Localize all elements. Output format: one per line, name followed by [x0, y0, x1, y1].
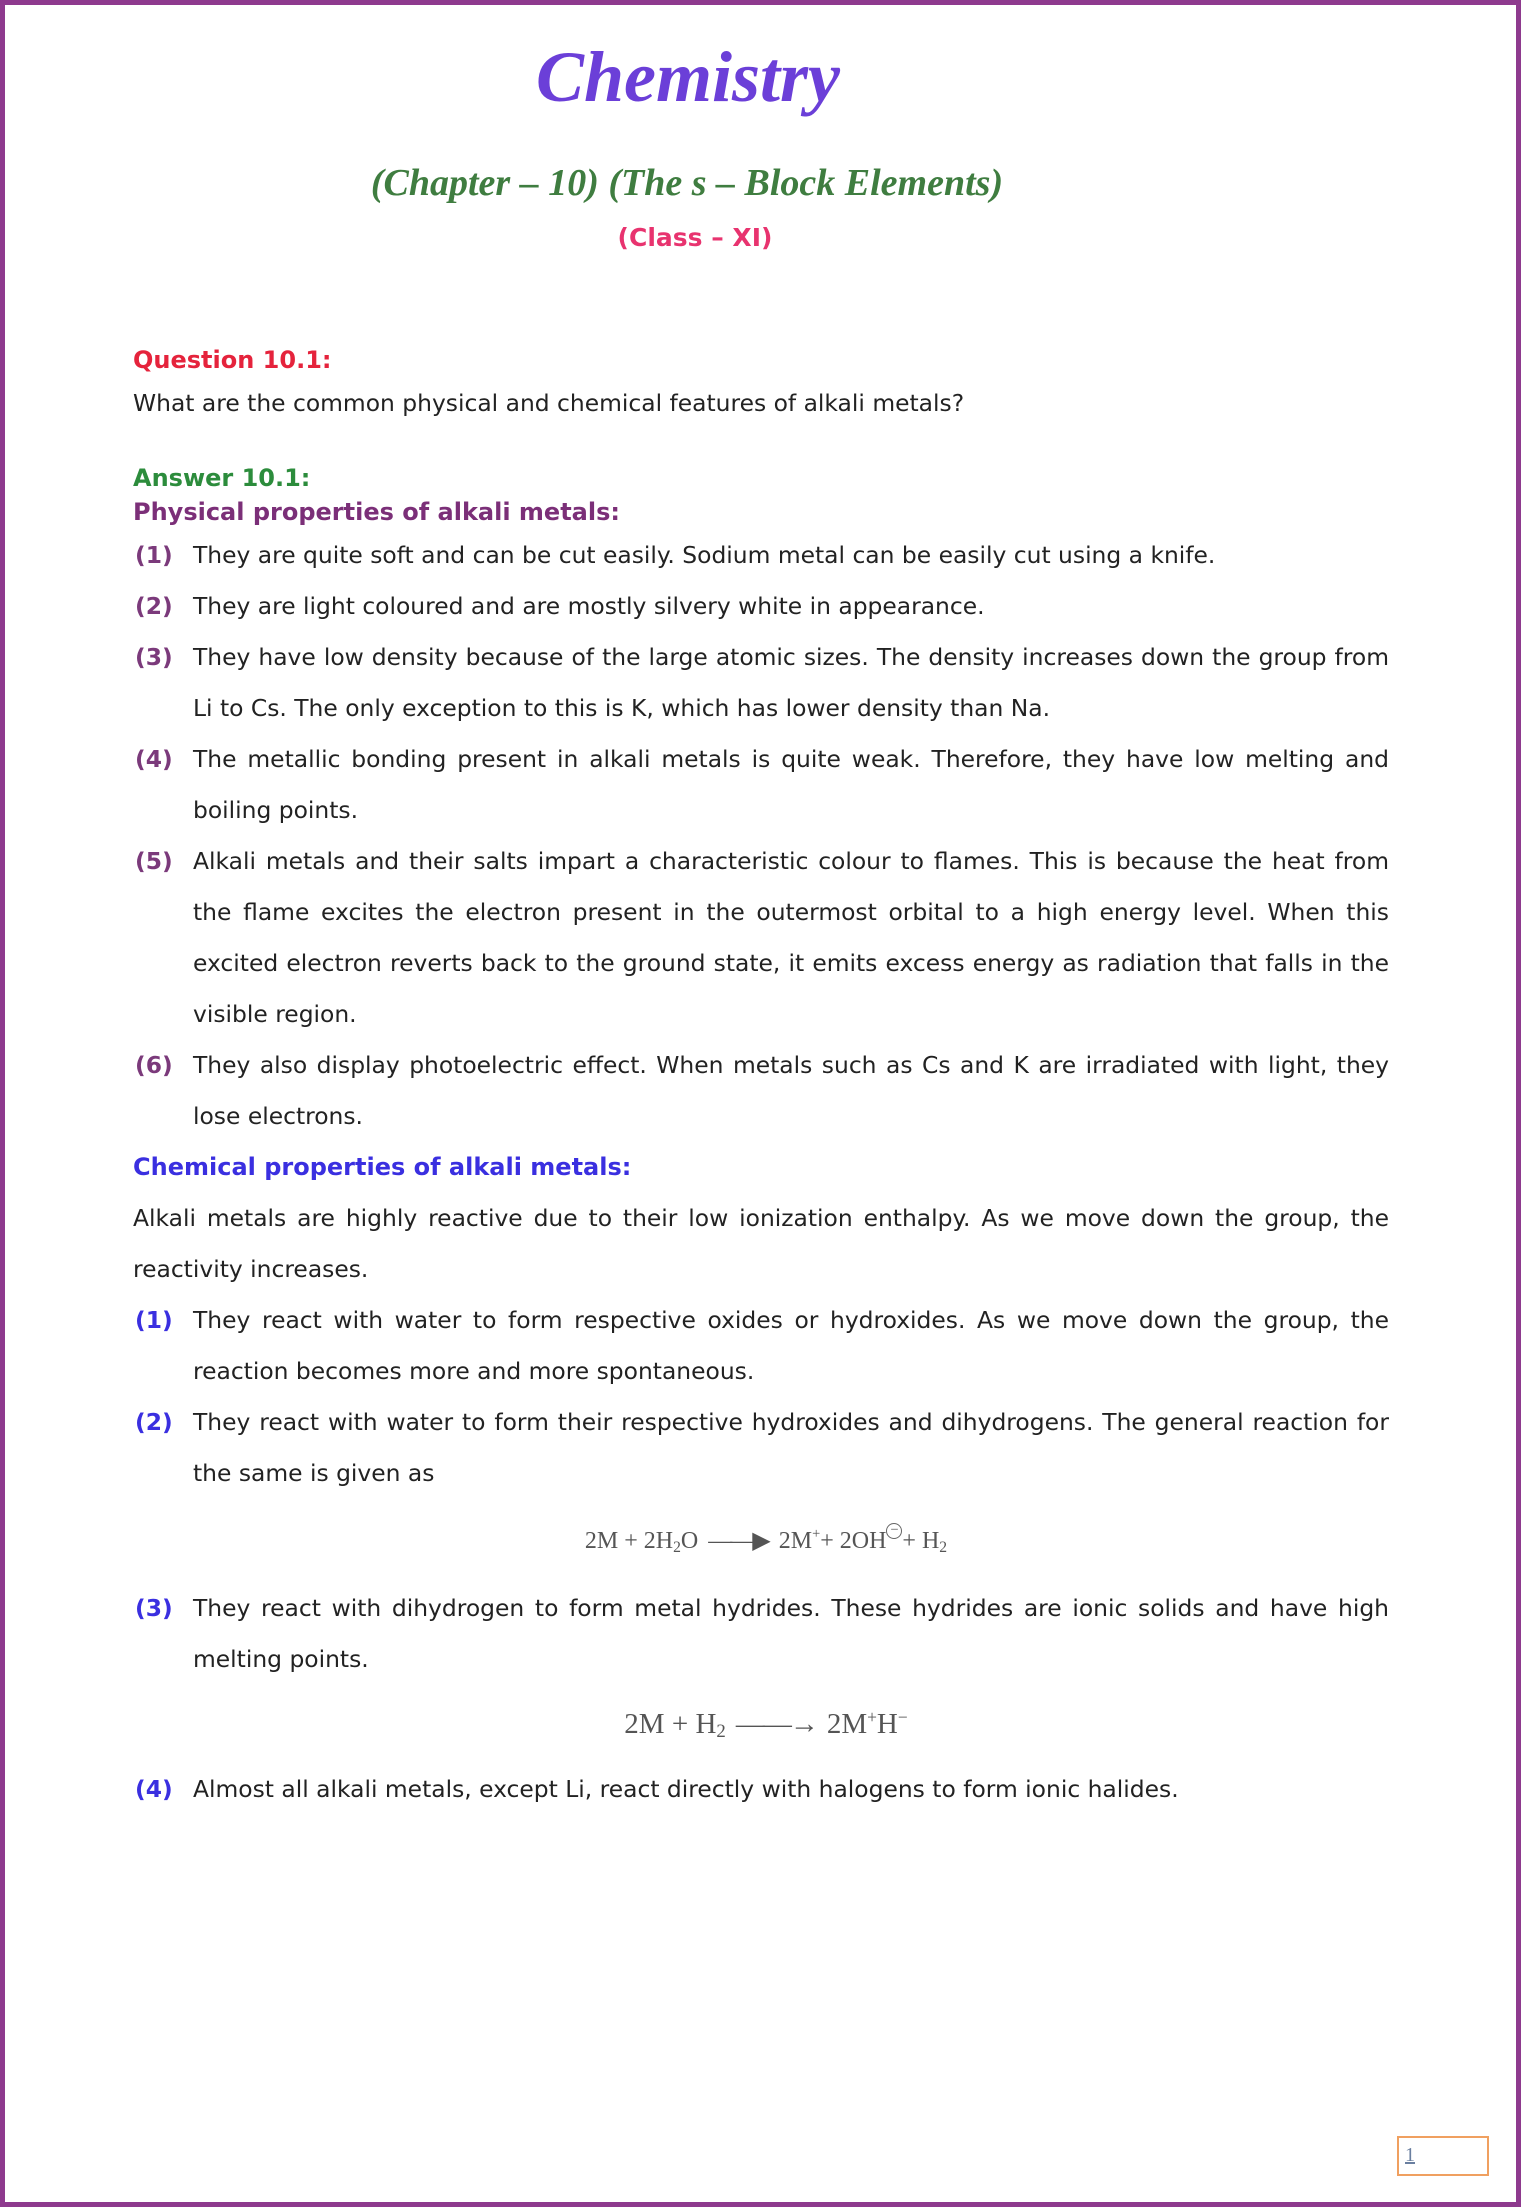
class-label: (Class – XI)	[617, 223, 773, 252]
item-text: The metallic bonding present in alkali metals is quite weak. Therefore, they have low melting and boiling points.	[193, 745, 1389, 824]
item-text: Alkali metals and their salts impart a characteristic colour to flames. This is because the heat from the flame excites the electron present in the outermost orbital to a high energy level. When this excited electron reverts back to the ground state, it emits excess energy as radiation that falls in the visible region.	[193, 847, 1389, 1028]
negative-charge-icon: −	[886, 1523, 902, 1539]
list-item	[133, 734, 1389, 836]
chemical-properties-list	[133, 1295, 1389, 1499]
document-body	[133, 340, 1389, 1815]
answer-label: Answer 10.1:	[133, 464, 311, 492]
list-item	[133, 1764, 1389, 1815]
page-number-box[interactable]: 1	[1397, 2136, 1489, 2176]
equation-hydride-formation: $2M + H_2$ ——→ 2M+H−	[133, 1685, 1389, 1764]
item-text: They also display photoelectric effect. When metals such as Cs and K are irradiated with light, they lose electrons.	[193, 1051, 1389, 1130]
item-text: They react with dihydrogen to form metal hydrides. These hydrides are ionic solids and have high melting points.	[193, 1594, 1389, 1673]
item-text: They react with water to form respective oxides or hydroxides. As we move down the group, the reaction becomes more and more spontaneous.	[193, 1306, 1389, 1385]
reaction-arrow-icon: ——→	[735, 1708, 817, 1740]
chemical-properties-heading: Chemical properties of alkali metals:	[133, 1153, 632, 1181]
item-number: (2)	[135, 592, 173, 620]
item-number: (1)	[135, 1306, 173, 1334]
list-item	[133, 1397, 1389, 1499]
equation-water-reaction: $2M + 2H_2O$ ——▶ 2M++ 2OH − + $H_2$	[133, 1499, 1389, 1583]
page-title: Chemistry	[535, 37, 841, 117]
list-item	[133, 1040, 1389, 1142]
reaction-arrow-icon: ——▶	[708, 1528, 769, 1554]
list-item	[133, 581, 1389, 632]
item-text: They have low density because of the large atomic sizes. The density increases down the group from Li to Cs. The only exception to this is K, which has lower density than Na.	[193, 643, 1389, 722]
list-item	[133, 632, 1389, 734]
item-number: (6)	[135, 1051, 173, 1079]
item-number: (4)	[135, 1775, 173, 1803]
item-number: (2)	[135, 1408, 173, 1436]
chapter-heading: (Chapter – 10) (The s – Block Elements)	[370, 162, 1004, 204]
physical-properties-list	[133, 530, 1389, 1142]
list-item	[133, 1583, 1389, 1685]
item-number: (3)	[135, 1594, 173, 1622]
chemical-properties-list-end	[133, 1764, 1389, 1815]
chemical-properties-list-cont	[133, 1583, 1389, 1685]
question-label: Question 10.1:	[133, 346, 332, 374]
list-item	[133, 530, 1389, 581]
item-text: They are light coloured and are mostly silvery white in appearance.	[193, 592, 985, 620]
list-item	[133, 836, 1389, 1040]
physical-properties-heading: Physical properties of alkali metals:	[133, 498, 620, 526]
question-text: What are the common physical and chemical features of alkali metals?	[133, 389, 965, 417]
item-number: (3)	[135, 643, 173, 671]
item-number: (1)	[135, 541, 173, 569]
item-number: (4)	[135, 745, 173, 773]
chemical-intro: Alkali metals are highly reactive due to their low ionization enthalpy. As we move down the group, the reactivity increases.	[133, 1204, 1389, 1283]
list-item	[133, 1295, 1389, 1397]
item-text: They react with water to form their respective hydroxides and dihydrogens. The general reaction for the same is given as	[193, 1408, 1389, 1487]
item-text: They are quite soft and can be cut easily. Sodium metal can be easily cut using a knife.	[193, 541, 1216, 569]
item-number: (5)	[135, 847, 173, 875]
item-text: Almost all alkali metals, except Li, react directly with halogens to form ionic halides.	[193, 1775, 1179, 1803]
